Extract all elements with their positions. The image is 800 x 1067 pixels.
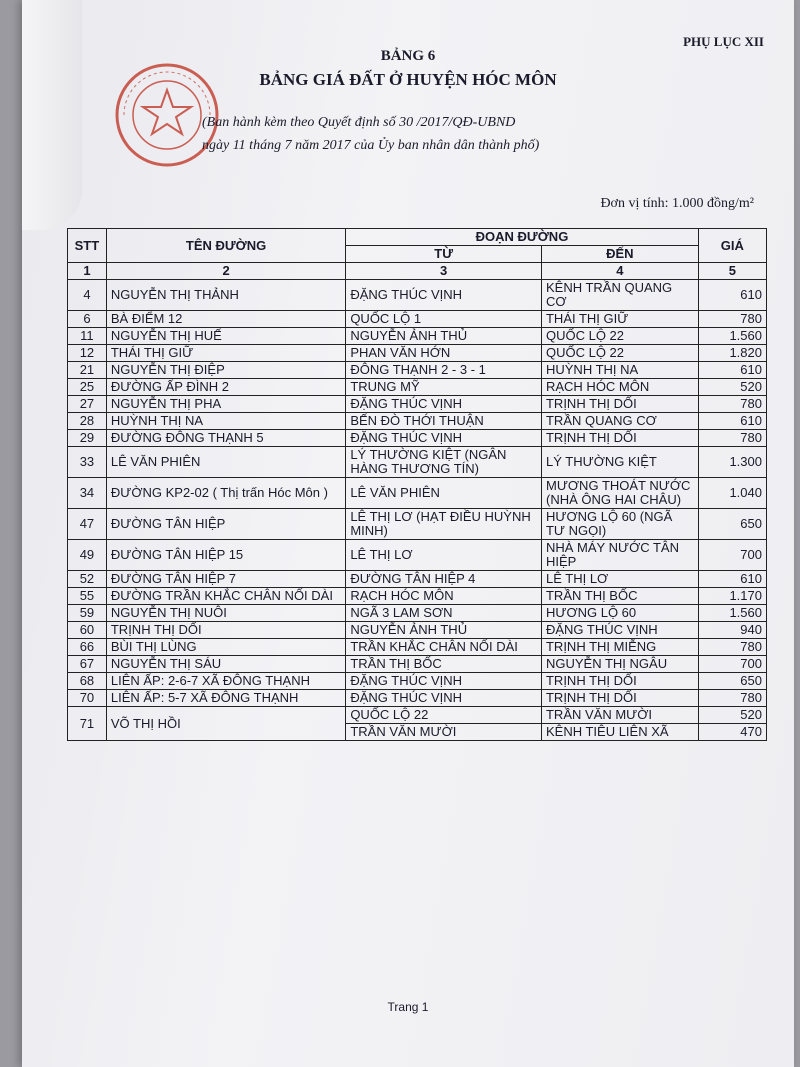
row-price: 700 bbox=[698, 656, 766, 673]
decision-line-1: (Ban hành kèm theo Quyết định số 30 /2017/QĐ-UBND bbox=[202, 115, 516, 130]
row-stt: 66 bbox=[68, 639, 107, 656]
row-stt: 55 bbox=[68, 588, 107, 605]
row-road-name: ĐƯỜNG TÂN HIỆP 15 bbox=[106, 540, 345, 571]
row-stt: 49 bbox=[68, 540, 107, 571]
row-stt: 12 bbox=[68, 345, 107, 362]
table-row bbox=[68, 540, 767, 571]
row-to: TRỊNH THỊ DỐI bbox=[541, 673, 698, 690]
row-stt: 34 bbox=[68, 478, 107, 509]
row-road-name: THÁI THỊ GIỮ bbox=[106, 345, 345, 362]
row-road-name: HUỲNH THỊ NA bbox=[106, 413, 345, 430]
row-from: TRUNG MỸ bbox=[346, 379, 542, 396]
row-to: LÊ THỊ LƠ bbox=[541, 571, 698, 588]
unit-label: Đơn vị tính: 1.000 đồng/m² bbox=[600, 196, 754, 211]
row-to: TRỊNH THỊ DỐI bbox=[541, 396, 698, 413]
row-from: TRẦN VĂN MƯỜI bbox=[346, 724, 542, 741]
row-stt: 60 bbox=[68, 622, 107, 639]
row-stt: 59 bbox=[68, 605, 107, 622]
row-from: ĐẶNG THÚC VỊNH bbox=[346, 280, 542, 311]
row-stt: 21 bbox=[68, 362, 107, 379]
col-number: 1 bbox=[68, 263, 107, 280]
table-row bbox=[68, 328, 767, 345]
col-number: 4 bbox=[541, 263, 698, 280]
row-price: 650 bbox=[698, 509, 766, 540]
table-row bbox=[68, 656, 767, 673]
row-to: LÝ THƯỜNG KIỆT bbox=[541, 447, 698, 478]
row-road-name: NGUYỄN THỊ PHA bbox=[106, 396, 345, 413]
row-price: 1.560 bbox=[698, 605, 766, 622]
row-road-name: NGUYỄN THỊ NUÔI bbox=[106, 605, 345, 622]
row-price: 1.820 bbox=[698, 345, 766, 362]
row-from: BẾN ĐÒ THỚI THUẬN bbox=[346, 413, 542, 430]
table-row bbox=[68, 639, 767, 656]
table-number: BẢNG 6 bbox=[380, 48, 436, 64]
row-to: TRỊNH THỊ MIỄNG bbox=[541, 639, 698, 656]
row-road-name: ĐƯỜNG KP2-02 ( Thị trấn Hóc Môn ) bbox=[106, 478, 345, 509]
row-stt: 52 bbox=[68, 571, 107, 588]
table-row bbox=[68, 362, 767, 379]
row-price: 1.560 bbox=[698, 328, 766, 345]
row-to: RẠCH HÓC MÔN bbox=[541, 379, 698, 396]
row-road-name: NGUYỄN THỊ HUẾ bbox=[106, 328, 345, 345]
row-from: ĐẶNG THÚC VỊNH bbox=[346, 673, 542, 690]
row-stt: 47 bbox=[68, 509, 107, 540]
row-stt: 33 bbox=[68, 447, 107, 478]
row-stt: 67 bbox=[68, 656, 107, 673]
row-road-name: NGUYỄN THỊ SÁU bbox=[106, 656, 345, 673]
row-price: 610 bbox=[698, 362, 766, 379]
row-price: 1.040 bbox=[698, 478, 766, 509]
row-price: 780 bbox=[698, 311, 766, 328]
row-from: NGUYỄN ẢNH THỦ bbox=[346, 328, 542, 345]
row-road-name: ĐƯỜNG ĐÔNG THẠNH 5 bbox=[106, 430, 345, 447]
row-price: 470 bbox=[698, 724, 766, 741]
table-row bbox=[68, 673, 767, 690]
row-stt: 71 bbox=[68, 707, 107, 741]
row-road-name: TRỊNH THỊ DỐI bbox=[106, 622, 345, 639]
row-price: 520 bbox=[698, 707, 766, 724]
row-road-name: NGUYỄN THỊ ĐIỆP bbox=[106, 362, 345, 379]
table-row bbox=[68, 622, 767, 639]
row-from: LÊ VĂN PHIÊN bbox=[346, 478, 542, 509]
row-price: 520 bbox=[698, 379, 766, 396]
table-row bbox=[68, 430, 767, 447]
row-stt: 68 bbox=[68, 673, 107, 690]
page-title: BẢNG GIÁ ĐẤT Ở HUYỆN HÓC MÔN bbox=[259, 70, 557, 89]
row-road-name: ĐƯỜNG ẤP ĐÌNH 2 bbox=[106, 379, 345, 396]
table-row bbox=[68, 280, 767, 311]
row-to: KÊNH TRẦN QUANG CƠ bbox=[541, 280, 698, 311]
table-row bbox=[68, 379, 767, 396]
row-road-name: ĐƯỜNG TÂN HIỆP bbox=[106, 509, 345, 540]
row-to: TRẦN QUANG CƠ bbox=[541, 413, 698, 430]
row-stt: 6 bbox=[68, 311, 107, 328]
header-segment: ĐOẠN ĐƯỜNG bbox=[346, 229, 698, 246]
header-name: TÊN ĐƯỜNG bbox=[106, 229, 345, 263]
appendix-label: PHỤ LỤC XII bbox=[683, 34, 764, 49]
row-road-name: NGUYỄN THỊ THẢNH bbox=[106, 280, 345, 311]
row-price: 780 bbox=[698, 396, 766, 413]
table-row bbox=[68, 588, 767, 605]
table-row bbox=[68, 605, 767, 622]
row-stt: 4 bbox=[68, 280, 107, 311]
table-row bbox=[68, 311, 767, 328]
col-number: 2 bbox=[106, 263, 345, 280]
row-from: TRẦN KHẮC CHÂN NỐI DÀI bbox=[346, 639, 542, 656]
row-price: 940 bbox=[698, 622, 766, 639]
table-row bbox=[68, 413, 767, 430]
row-price: 610 bbox=[698, 571, 766, 588]
row-from: ĐẶNG THÚC VỊNH bbox=[346, 430, 542, 447]
row-price: 650 bbox=[698, 673, 766, 690]
header-price: GIÁ bbox=[698, 229, 766, 263]
row-road-name: LIÊN ẤP: 2-6-7 XÃ ĐÔNG THẠNH bbox=[106, 673, 345, 690]
row-price: 700 bbox=[698, 540, 766, 571]
row-road-name: LÊ VĂN PHIÊN bbox=[106, 447, 345, 478]
row-price: 610 bbox=[698, 413, 766, 430]
document-page bbox=[22, 0, 794, 1067]
row-from: NGUYỄN ẢNH THỦ bbox=[346, 622, 542, 639]
folded-paper-corner bbox=[22, 0, 82, 230]
row-price: 780 bbox=[698, 430, 766, 447]
row-to: TRẦN THỊ BỐC bbox=[541, 588, 698, 605]
row-to: QUỐC LỘ 22 bbox=[541, 328, 698, 345]
row-price: 610 bbox=[698, 280, 766, 311]
decision-line-2: ngày 11 tháng 7 năm 2017 của Ủy ban nhân dân thành phố) bbox=[202, 138, 540, 153]
row-to: HUỲNH THỊ NA bbox=[541, 362, 698, 379]
row-from: ĐÔNG THẠNH 2 - 3 - 1 bbox=[346, 362, 542, 379]
row-to: MƯƠNG THOÁT NƯỚC (NHÀ ÔNG HAI CHÂU) bbox=[541, 478, 698, 509]
row-from: ĐƯỜNG TÂN HIỆP 4 bbox=[346, 571, 542, 588]
row-from: PHAN VĂN HỚN bbox=[346, 345, 542, 362]
row-stt: 25 bbox=[68, 379, 107, 396]
row-to: HƯƠNG LỘ 60 bbox=[541, 605, 698, 622]
row-from: ĐẶNG THÚC VỊNH bbox=[346, 690, 542, 707]
row-from: LÊ THỊ LƠ (HẠT ĐIỀU HUỲNH MINH) bbox=[346, 509, 542, 540]
row-from: TRẦN THỊ BỐC bbox=[346, 656, 542, 673]
row-to: ĐẶNG THÚC VỊNH bbox=[541, 622, 698, 639]
row-from: RẠCH HÓC MÔN bbox=[346, 588, 542, 605]
row-road-name: VÕ THỊ HỒI bbox=[106, 707, 345, 741]
table-row bbox=[68, 690, 767, 707]
row-stt: 27 bbox=[68, 396, 107, 413]
row-road-name: ĐƯỜNG TÂN HIỆP 7 bbox=[106, 571, 345, 588]
row-price: 780 bbox=[698, 690, 766, 707]
row-to: KÊNH TIÊU LIÊN XÃ bbox=[541, 724, 698, 741]
row-to: HƯƠNG LỘ 60 (NGÃ TƯ NGỌI) bbox=[541, 509, 698, 540]
table-row bbox=[68, 396, 767, 413]
row-from: ĐẶNG THÚC VỊNH bbox=[346, 396, 542, 413]
row-to: TRỊNH THỊ DỐI bbox=[541, 430, 698, 447]
table-row bbox=[68, 707, 767, 724]
row-price: 1.300 bbox=[698, 447, 766, 478]
page-number: Trang 1 bbox=[387, 1000, 429, 1014]
col-number: 3 bbox=[346, 263, 542, 280]
table-row bbox=[68, 478, 767, 509]
row-to: QUỐC LỘ 22 bbox=[541, 345, 698, 362]
header-from: TỪ bbox=[346, 246, 542, 263]
table-row bbox=[68, 509, 767, 540]
col-number: 5 bbox=[698, 263, 766, 280]
row-to: NGUYỄN THỊ NGÂU bbox=[541, 656, 698, 673]
row-to: THÁI THỊ GIỮ bbox=[541, 311, 698, 328]
land-price-table bbox=[67, 228, 767, 741]
table-row bbox=[68, 345, 767, 362]
row-from: LÊ THỊ LƠ bbox=[346, 540, 542, 571]
row-stt: 11 bbox=[68, 328, 107, 345]
table-row bbox=[68, 447, 767, 478]
row-to: TRỊNH THỊ DỐI bbox=[541, 690, 698, 707]
row-stt: 28 bbox=[68, 413, 107, 430]
row-stt: 29 bbox=[68, 430, 107, 447]
row-stt: 70 bbox=[68, 690, 107, 707]
row-road-name: LIÊN ẤP: 5-7 XÃ ĐÔNG THẠNH bbox=[106, 690, 345, 707]
header-stt: STT bbox=[68, 229, 107, 263]
row-road-name: ĐƯỜNG TRẦN KHẮC CHÂN NỐI DÀI bbox=[106, 588, 345, 605]
row-price: 1.170 bbox=[698, 588, 766, 605]
row-to: NHÀ MÁY NƯỚC TÂN HIỆP bbox=[541, 540, 698, 571]
header-to: ĐẾN bbox=[541, 246, 698, 263]
row-from: QUỐC LỘ 1 bbox=[346, 311, 542, 328]
table-row bbox=[68, 571, 767, 588]
row-road-name: BÙI THỊ LÙNG bbox=[106, 639, 345, 656]
row-price: 780 bbox=[698, 639, 766, 656]
row-from: QUỐC LỘ 22 bbox=[346, 707, 542, 724]
row-from: LÝ THƯỜNG KIỆT (NGÂN HÀNG THƯƠNG TÍN) bbox=[346, 447, 542, 478]
row-road-name: BÀ ĐIỂM 12 bbox=[106, 311, 345, 328]
row-from: NGÃ 3 LAM SƠN bbox=[346, 605, 542, 622]
row-to: TRẦN VĂN MƯỜI bbox=[541, 707, 698, 724]
